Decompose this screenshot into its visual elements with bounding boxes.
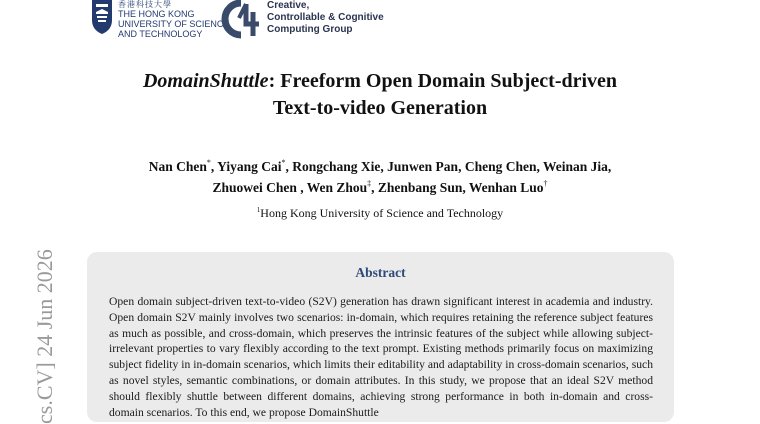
hkust-crest-icon: [90, 0, 114, 34]
author-affiliation-mark: ‡: [367, 179, 372, 188]
hkust-chinese-name: 香港科技大學: [118, 0, 172, 9]
abstract-box: [87, 252, 674, 422]
author-name: Junwen Pan: [387, 159, 459, 174]
paper-title-line-1-rest: : Freeform Open Domain Subject-driven: [268, 70, 618, 92]
author-name: Wenhan Luo: [468, 180, 544, 195]
author-separator: ,: [380, 159, 388, 174]
arxiv-side-stamp: cs.CV] 24 Jun 2026: [32, 249, 57, 424]
author-name: Zhenbang Sun: [377, 180, 463, 195]
c4-name-line-3: Computing Group: [267, 24, 353, 35]
author-name: Rongchang Xie: [292, 159, 381, 174]
hkust-name-line-1: THE HONG KONG: [118, 9, 195, 19]
author-separator: ,: [607, 159, 612, 174]
author-name: Yiyang Cai: [217, 159, 282, 174]
c4-name-line-2: Controllable & Cognitive: [267, 12, 384, 23]
author-name: Cheng Chen: [464, 159, 537, 174]
affiliation-mark: 1: [256, 206, 261, 214]
author-separator: ,: [458, 159, 465, 174]
affiliation: [150, 205, 610, 221]
c4-wordmark: [267, 0, 467, 36]
c4-name-line-1: Creative,: [267, 0, 310, 11]
author-separator: ,: [296, 180, 307, 195]
abstract-heading: Abstract: [355, 265, 406, 280]
author-separator: ,: [285, 159, 293, 174]
paper-title-line-1: [60, 68, 700, 95]
author-name: Nan Chen: [148, 159, 207, 174]
author-separator: ,: [210, 159, 218, 174]
author-list: [100, 156, 660, 198]
paper-title: [60, 68, 700, 122]
paper-title-method-name: DomainShuttle: [142, 70, 269, 92]
author-affiliation-mark: *: [206, 158, 211, 167]
c4-logo-icon: [219, 0, 263, 38]
author-affiliation-mark: *: [281, 158, 286, 167]
author-line-2: [100, 177, 660, 198]
paper-title-line-2: Text-to-video Generation: [272, 97, 488, 119]
author-line-1: [100, 156, 660, 177]
abstract-body: Open domain subject-driven text-to-video (S2V) generation has drawn significant interest in academia and industry. Open domain S2V mainly involves two scenarios: in-domain, which requires retaining the reference subject features as much as possible, and cross-domain, which preserves the intrinsic features of the subject while allowing subject-irrelevant properties to vary flexibly according to the text prompt. Existing methods primarily focus on maximizing subject fidelity in in-domain scenarios, which limits their editability and adaptability in cross-domain scenarios, such as novel styles, semantic combinations, or domain attributes. In this study, we propose that an ideal S2V method should flexibly shuttle between different domains, achieving strong performance in both in-domain and cross-domain scenarios. To this end, we propose DomainShuttle: [109, 295, 653, 419]
author-name: Weinan Jia: [542, 159, 608, 174]
author-separator: ,: [462, 180, 469, 195]
affiliation-text: Hong Kong University of Science and Technology: [260, 206, 504, 220]
author-affiliation-mark: †: [543, 179, 548, 188]
author-separator: ,: [536, 159, 543, 174]
author-name: Wen Zhou: [306, 180, 368, 195]
author-separator: ,: [371, 180, 378, 195]
hkust-name-line-2: UNIVERSITY OF SCIENCE: [118, 19, 230, 29]
author-name: Zhuowei Chen: [212, 180, 297, 195]
hkust-name-line-3: AND TECHNOLOGY: [118, 29, 203, 39]
logo-header: [84, 0, 504, 44]
